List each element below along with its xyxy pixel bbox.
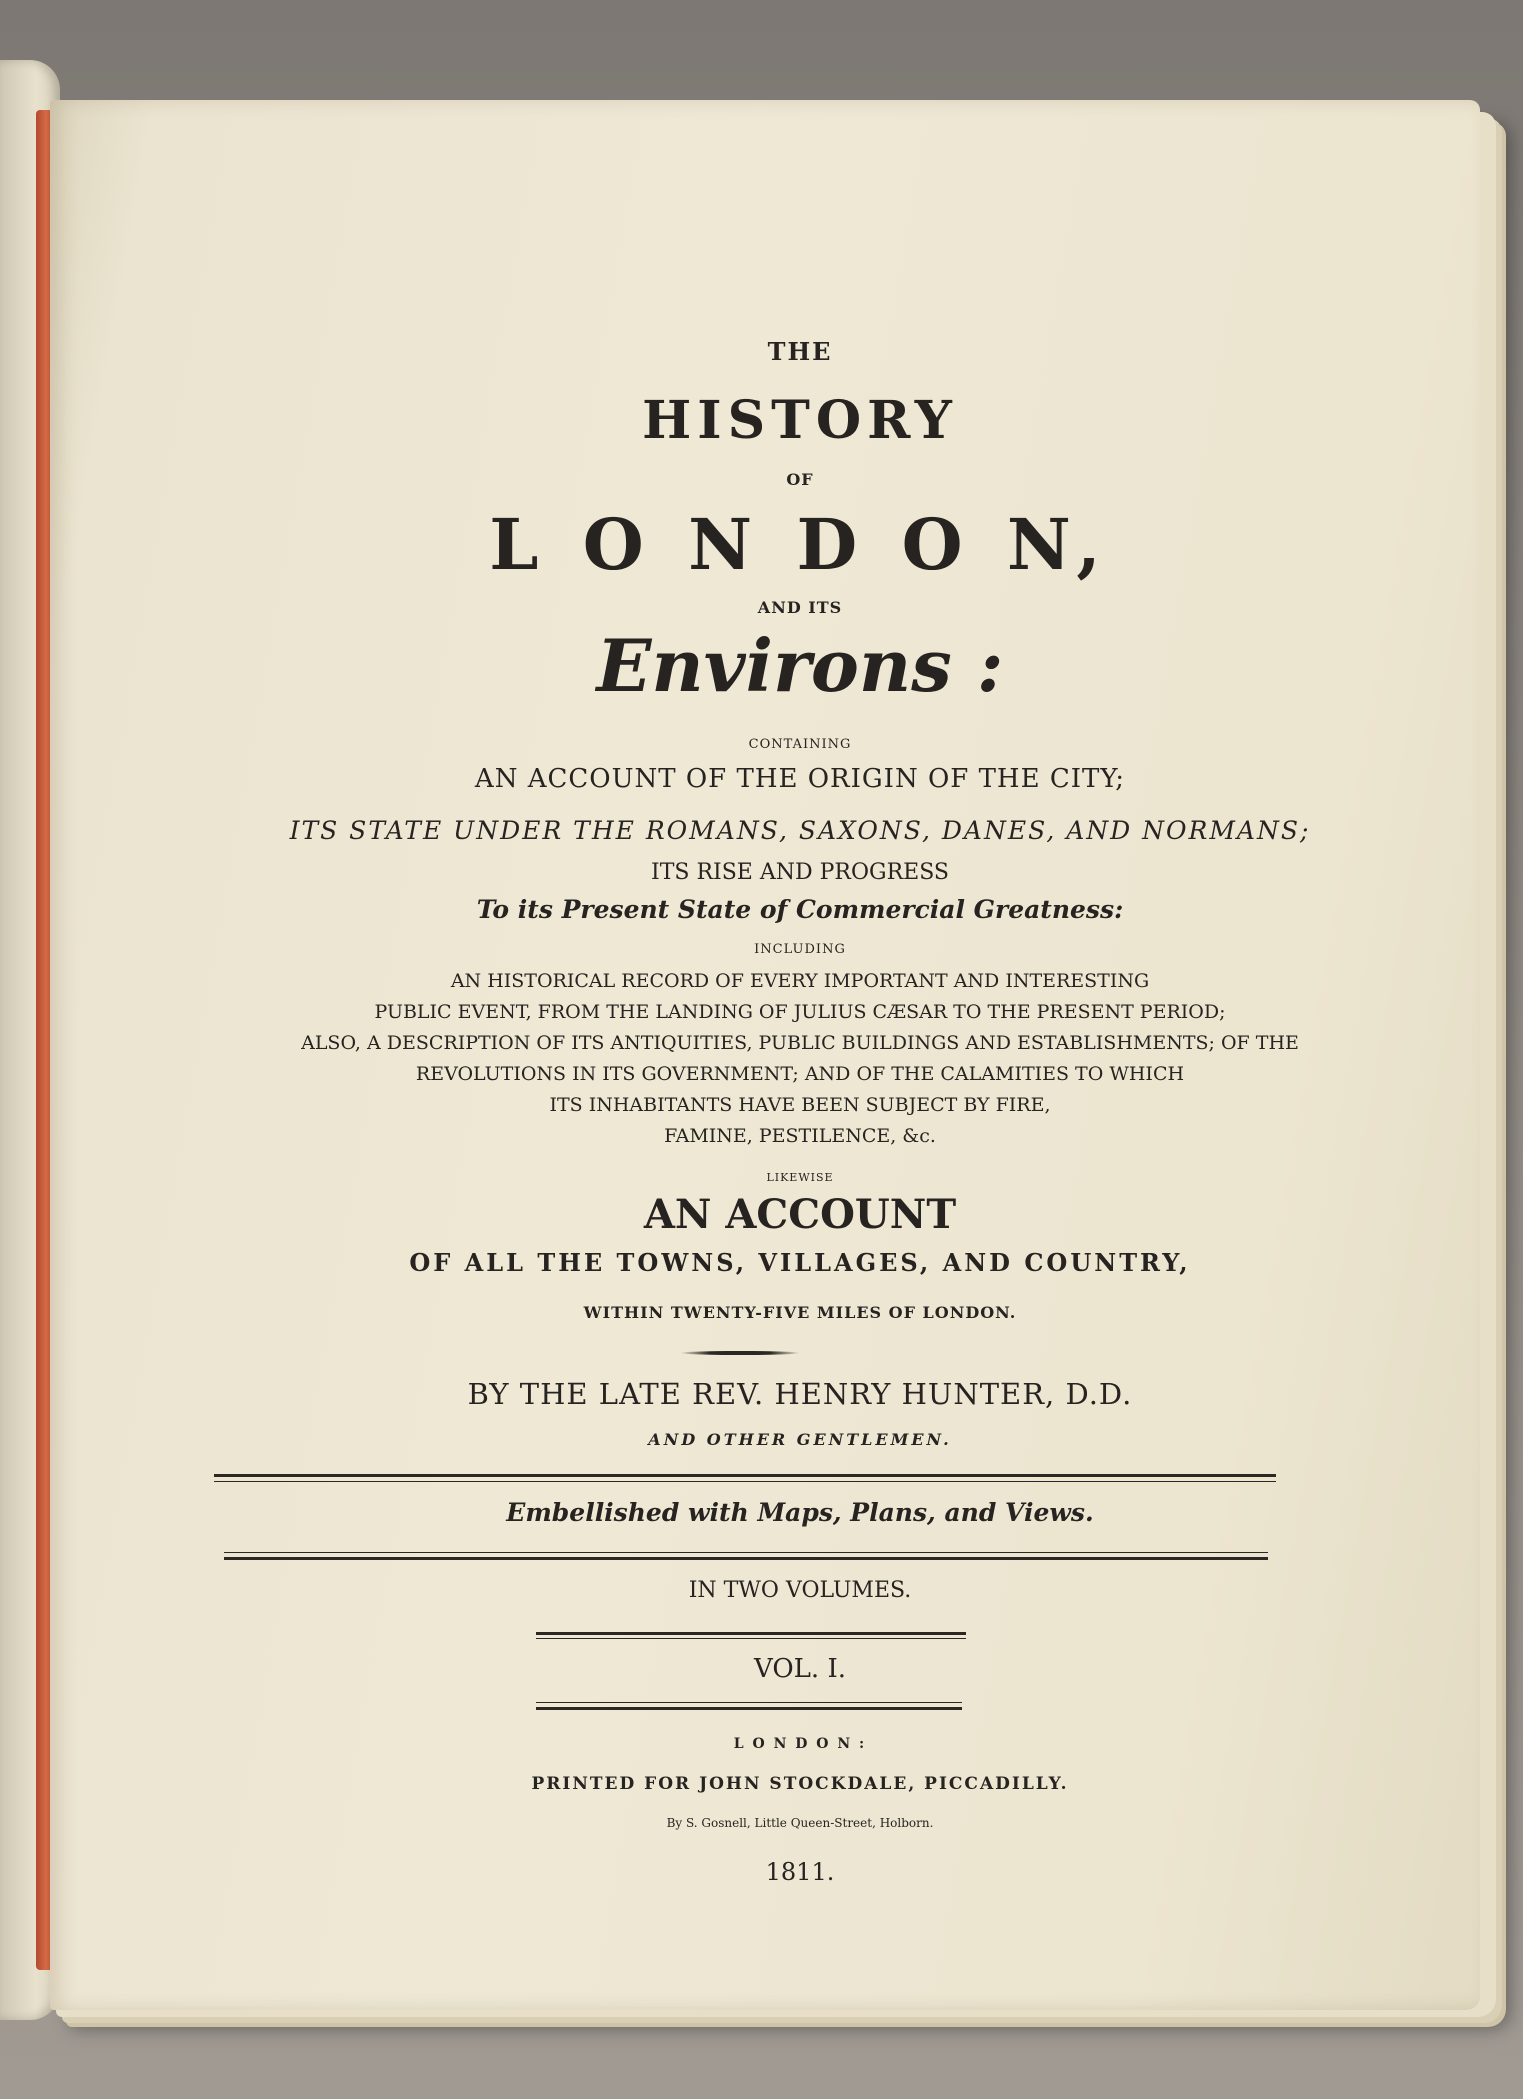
vol-line: VOL. I. [754,1654,846,1684]
ornamental-swell-rule [680,1351,800,1355]
double-rule-top-2 [214,1481,1276,1482]
desc-line-5: ITS INHABITANTS HAVE BEEN SUBJECT BY FIRE, [549,1094,1051,1116]
desc-line-1: AN HISTORICAL RECORD OF EVERY IMPORTANT AND INTERESTING [450,970,1150,992]
towns-line: OF ALL THE TOWNS, VILLAGES, AND COUNTRY, [409,1248,1191,1277]
title-page-text [200,200,1400,1900]
other-gentlemen-line: AND OTHER GENTLEMEN. [648,1430,952,1449]
title-london: L O N D O N, [489,503,1111,586]
double-rule-bottom-2 [224,1557,1268,1560]
title-page [50,100,1480,2010]
imprint-printed-for: PRINTED FOR JOHN STOCKDALE, PICCADILLY. [531,1774,1069,1794]
line-commercial: To its Present State of Commercial Greatness: [476,895,1124,924]
double-rule-top-1 [214,1474,1276,1477]
vol-rule-top-2 [536,1638,966,1639]
imprint-year: 1811. [765,1858,835,1886]
line-romans: ITS STATE UNDER THE ROMANS, SAXONS, DANES, AND NORMANS; [289,816,1311,845]
title-and-its: AND ITS [757,598,843,617]
vol-rule-bottom-2 [536,1707,962,1710]
desc-line-6: FAMINE, PESTILENCE, &c. [664,1125,936,1147]
within-line: WITHIN TWENTY-FIVE MILES OF LONDON. [583,1303,1017,1322]
embellished-line: Embellished with Maps, Plans, and Views. [506,1498,1094,1527]
imprint-printer: By S. Gosnell, Little Queen-Street, Holborn. [666,1816,934,1830]
volumes-line: IN TWO VOLUMES. [688,1578,912,1603]
imprint-place: L O N D O N : [733,1736,867,1752]
desc-line-2: PUBLIC EVENT, FROM THE LANDING OF JULIUS CÆSAR TO THE PRESENT PERIOD; [374,1001,1226,1023]
desc-line-3: ALSO, A DESCRIPTION OF ITS ANTIQUITIES, PUBLIC BUILDINGS AND ESTABLISHMENTS; OF THE [301,1032,1299,1054]
title-history: HISTORY [642,390,958,451]
an-account-heading: AN ACCOUNT [643,1191,957,1238]
line-origin: AN ACCOUNT OF THE ORIGIN OF THE CITY; [474,764,1126,794]
desc-line-4: REVOLUTIONS IN ITS GOVERNMENT; AND OF THE CALAMITIES TO WHICH [415,1063,1185,1085]
vol-rule-top-1 [536,1632,966,1635]
author-line: BY THE LATE REV. HENRY HUNTER, D.D. [467,1377,1133,1411]
vol-rule-bottom-1 [536,1702,962,1703]
likewise-label: LIKEWISE [766,1171,834,1184]
line-rise: ITS RISE AND PROGRESS [651,860,949,885]
double-rule-bottom-1 [224,1552,1268,1553]
title-of: OF [786,470,814,489]
containing-label: CONTAINING [748,737,852,752]
including-label: INCLUDING [754,942,846,957]
title-environs: Environs : [596,623,1004,708]
title-the: THE [767,337,833,366]
